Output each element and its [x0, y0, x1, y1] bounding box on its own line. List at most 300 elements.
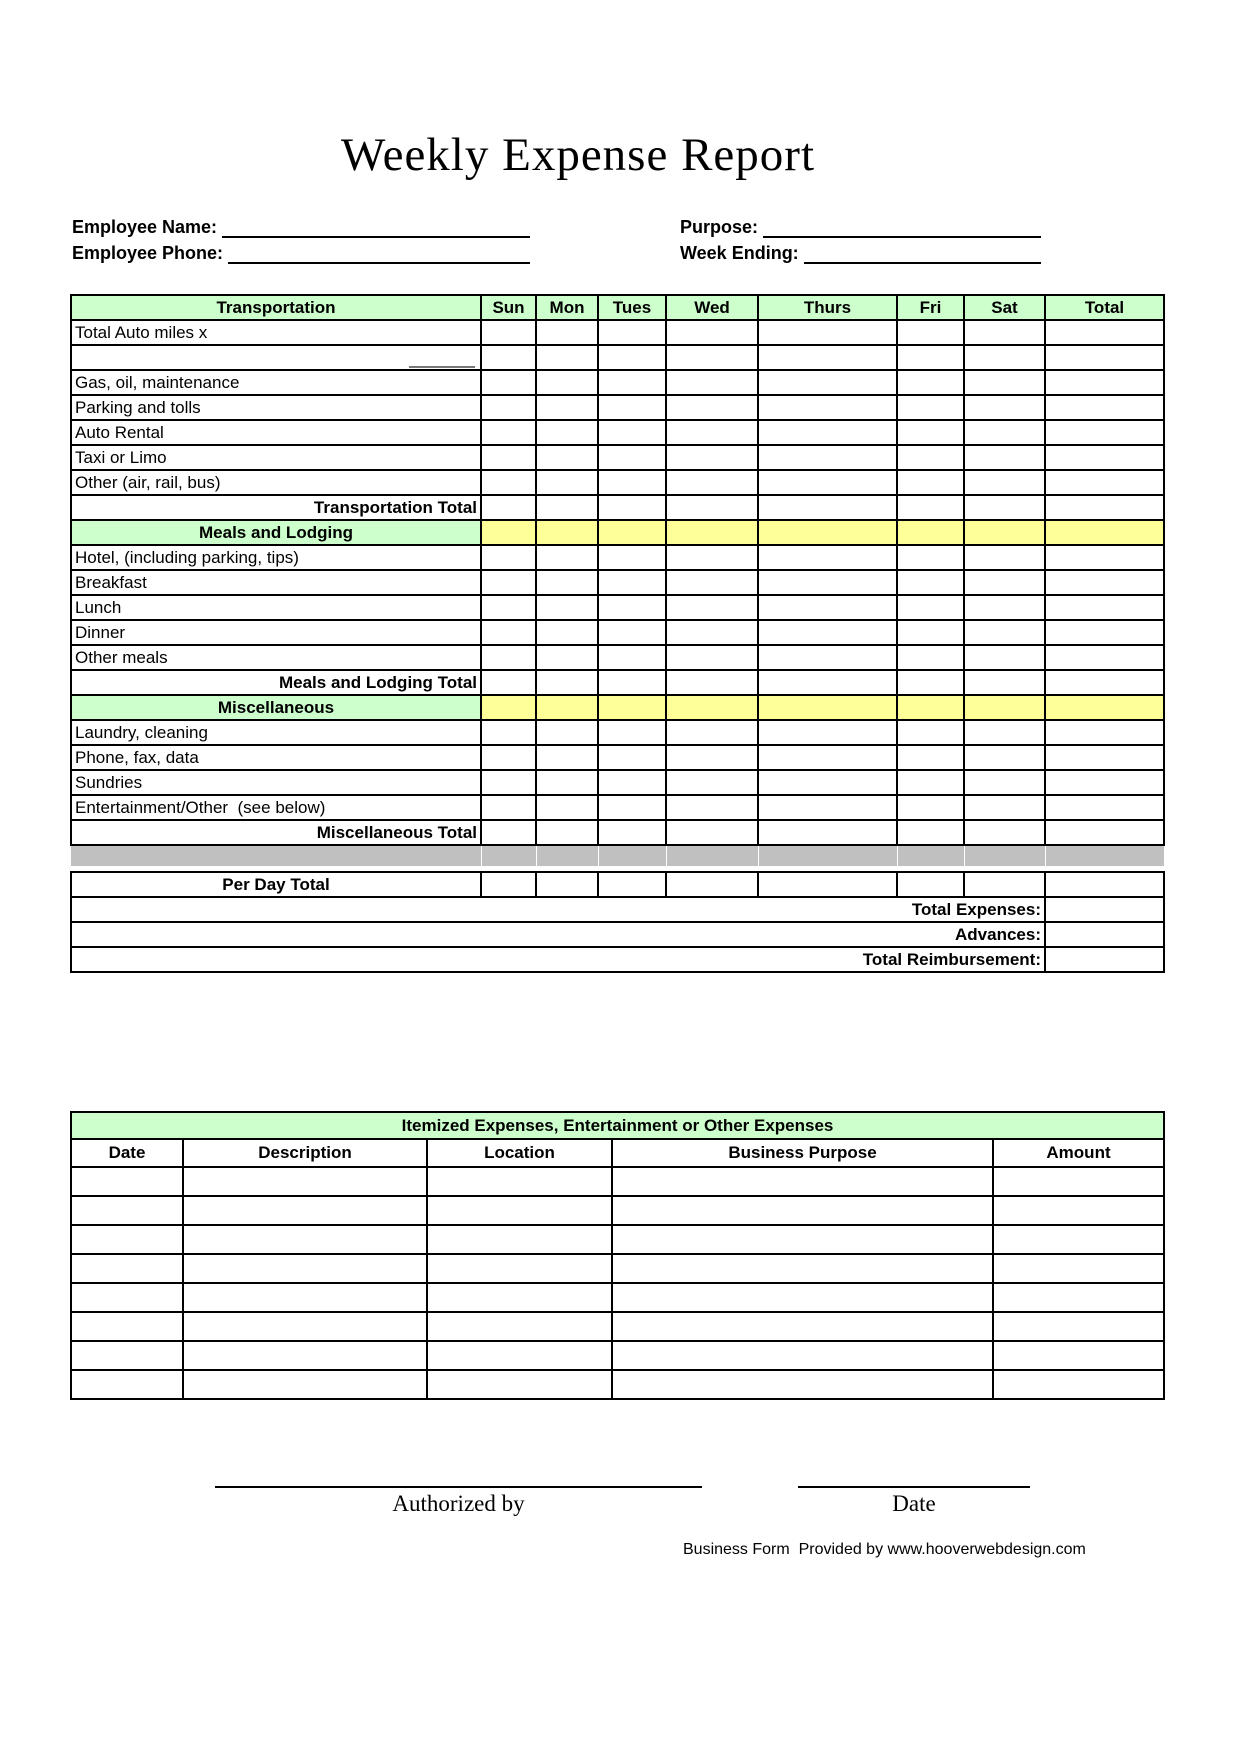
itemized-cell [183, 1167, 427, 1196]
purpose-label: Purpose: [680, 217, 759, 237]
expense-cell [481, 745, 536, 770]
expense-cell [897, 570, 964, 595]
expense-cell [964, 545, 1045, 570]
expense-cell [897, 370, 964, 395]
meals-lodging-total-label: Meals and Lodging Total [71, 670, 481, 695]
expense-cell [964, 770, 1045, 795]
itemized-empty-row [71, 1341, 1164, 1370]
section-fill-cell [536, 695, 598, 720]
meals-lodging-section-label: Meals and Lodging [71, 520, 481, 545]
row-label: Parking and tolls [71, 395, 481, 420]
employee-name-line [222, 220, 530, 238]
expense-cell [1045, 795, 1164, 820]
itemized-cell [612, 1370, 993, 1399]
expense-cell [481, 670, 536, 695]
row-label: Other meals [71, 645, 481, 670]
expense-cell [536, 345, 598, 370]
expense-cell [598, 720, 666, 745]
expense-cell [666, 545, 758, 570]
expense-cell [897, 345, 964, 370]
expense-cell [758, 320, 897, 345]
expense-cell [758, 420, 897, 445]
expense-cell [666, 370, 758, 395]
expense-cell [481, 470, 536, 495]
section-fill-cell [536, 520, 598, 545]
expense-cell [536, 445, 598, 470]
footer-credit: Business Form Provided by www.hooverwebdesign.com [683, 1541, 1086, 1558]
expense-cell [1045, 395, 1164, 420]
expense-cell [758, 745, 897, 770]
itemized-cell [993, 1370, 1164, 1399]
expense-cell [666, 570, 758, 595]
expense-cell [897, 420, 964, 445]
expense-cell [897, 745, 964, 770]
expense-cell [481, 720, 536, 745]
itemized-cell [612, 1283, 993, 1312]
expense-cell [758, 395, 897, 420]
expense-cell [536, 770, 598, 795]
row-label: Phone, fax, data [71, 745, 481, 770]
expense-cell [536, 620, 598, 645]
signature-block [215, 1486, 1240, 1517]
employee-phone-label: Employee Phone: [72, 243, 224, 263]
row-mileage-rate [71, 345, 1164, 370]
itemized-cell [183, 1370, 427, 1399]
expense-cell [897, 720, 964, 745]
per-day-total-label: Per Day Total [71, 872, 481, 897]
column-header-total: Total [1045, 295, 1164, 320]
column-header-mon: Mon [536, 295, 598, 320]
expense-cell [758, 670, 897, 695]
expense-cell [536, 370, 598, 395]
expense-cell [666, 445, 758, 470]
expense-cell [536, 570, 598, 595]
row-dinner [71, 620, 1164, 645]
row-other-meals [71, 645, 1164, 670]
expense-cell [964, 620, 1045, 645]
row-gas-oil-maintenance [71, 370, 1164, 395]
expense-cell [964, 395, 1045, 420]
row-label-mileage-rate [71, 345, 481, 370]
expense-cell [897, 820, 964, 845]
expense-cell [598, 745, 666, 770]
section-fill-cell [598, 520, 666, 545]
expense-cell [964, 345, 1045, 370]
section-fill-cell [1045, 520, 1164, 545]
itemized-cell [427, 1312, 612, 1341]
itemized-cell [427, 1283, 612, 1312]
expense-cell [666, 645, 758, 670]
expense-cell [666, 720, 758, 745]
date-label: Date [892, 1491, 936, 1516]
expense-cell [897, 395, 964, 420]
expense-cell [897, 470, 964, 495]
itemized-cell [183, 1196, 427, 1225]
expense-cell [536, 470, 598, 495]
summary-row-advances [71, 922, 1164, 947]
itemized-cell [993, 1225, 1164, 1254]
itemized-title-row [71, 1112, 1164, 1139]
row-label: Breakfast [71, 570, 481, 595]
itemized-header-row [71, 1139, 1164, 1167]
itemized-cell [71, 1167, 183, 1196]
itemized-cell [427, 1341, 612, 1370]
expense-cell [598, 470, 666, 495]
expense-cell [598, 545, 666, 570]
summary-amount-cell [1045, 897, 1164, 922]
expense-cell [964, 445, 1045, 470]
employee-phone-line [228, 246, 530, 264]
total-expenses-label: Total Expenses: [71, 897, 1045, 922]
expense-cell [481, 872, 536, 897]
expense-cell [666, 420, 758, 445]
expense-cell [758, 545, 897, 570]
expense-cell [536, 395, 598, 420]
section-fill-cell [666, 520, 758, 545]
expense-cell [964, 420, 1045, 445]
itemized-cell [993, 1254, 1164, 1283]
row-sundries [71, 770, 1164, 795]
column-header-wed: Wed [666, 295, 758, 320]
itemized-cell [427, 1167, 612, 1196]
summary-row-total-expenses [71, 897, 1164, 922]
total-reimbursement-label: Total Reimbursement: [71, 947, 1045, 972]
expense-table-header-row [71, 295, 1164, 320]
itemized-cell [612, 1341, 993, 1370]
expense-cell [964, 570, 1045, 595]
expense-cell [897, 320, 964, 345]
column-header-business-purpose: Business Purpose [612, 1139, 993, 1167]
row-parking-tolls [71, 395, 1164, 420]
row-per-day-total [71, 872, 1164, 897]
expense-cell [758, 595, 897, 620]
expense-cell [481, 645, 536, 670]
expense-cell [666, 820, 758, 845]
expense-cell [481, 420, 536, 445]
itemized-cell [993, 1167, 1164, 1196]
expense-cell [1045, 420, 1164, 445]
expense-cell [666, 745, 758, 770]
itemized-cell [183, 1225, 427, 1254]
section-fill-cell [666, 695, 758, 720]
row-label: Dinner [71, 620, 481, 645]
expense-cell [666, 872, 758, 897]
itemized-cell [993, 1196, 1164, 1225]
expense-cell [536, 420, 598, 445]
expense-cell [598, 445, 666, 470]
expense-cell [758, 872, 897, 897]
itemized-cell [612, 1312, 993, 1341]
column-header-location: Location [427, 1139, 612, 1167]
column-header-description: Description [183, 1139, 427, 1167]
expense-cell [666, 495, 758, 520]
column-header-fri: Fri [897, 295, 964, 320]
expense-cell [598, 370, 666, 395]
gray-divider-row [71, 845, 1164, 866]
itemized-table-title: Itemized Expenses, Entertainment or Other Expenses [71, 1112, 1164, 1139]
row-label: Entertainment/Other (see below) [71, 795, 481, 820]
expense-cell [964, 670, 1045, 695]
expense-cell [1045, 370, 1164, 395]
itemized-empty-row [71, 1167, 1164, 1196]
expense-cell [536, 820, 598, 845]
expense-cell [964, 370, 1045, 395]
section-fill-cell [1045, 695, 1164, 720]
itemized-cell [612, 1167, 993, 1196]
purpose-line [763, 220, 1041, 238]
expense-cell [1045, 545, 1164, 570]
row-phone-fax-data [71, 745, 1164, 770]
advances-label: Advances: [71, 922, 1045, 947]
expense-cell [481, 770, 536, 795]
date-signature-line [798, 1486, 1030, 1488]
expense-cell [1045, 320, 1164, 345]
expense-cell [666, 795, 758, 820]
divider-cell [598, 845, 666, 866]
expense-cell [758, 570, 897, 595]
expense-cell [536, 795, 598, 820]
expense-cell [666, 770, 758, 795]
expense-cell [666, 595, 758, 620]
itemized-cell [612, 1254, 993, 1283]
expense-cell [758, 445, 897, 470]
expense-cell [481, 395, 536, 420]
expense-cell [1045, 770, 1164, 795]
itemized-cell [993, 1341, 1164, 1370]
expense-cell [897, 545, 964, 570]
row-label: Other (air, rail, bus) [71, 470, 481, 495]
expense-cell [598, 570, 666, 595]
itemized-empty-row [71, 1196, 1164, 1225]
expense-cell [964, 720, 1045, 745]
section-fill-cell [758, 520, 897, 545]
row-label: Total Auto miles x [71, 320, 481, 345]
expense-cell [481, 595, 536, 620]
expense-cell [481, 820, 536, 845]
section-fill-cell [897, 520, 964, 545]
expense-cell [1045, 595, 1164, 620]
section-fill-cell [481, 695, 536, 720]
itemized-cell [183, 1341, 427, 1370]
row-entertainment-other [71, 795, 1164, 820]
expense-cell [666, 620, 758, 645]
expense-cell [536, 495, 598, 520]
expense-cell [758, 470, 897, 495]
itemized-empty-row [71, 1312, 1164, 1341]
row-label: Sundries [71, 770, 481, 795]
row-auto-rental [71, 420, 1164, 445]
itemized-cell [427, 1196, 612, 1225]
itemized-empty-row [71, 1370, 1164, 1399]
expense-cell [897, 670, 964, 695]
row-laundry [71, 720, 1164, 745]
expense-cell [598, 795, 666, 820]
itemized-cell [71, 1370, 183, 1399]
week-ending-label: Week Ending: [680, 243, 799, 263]
column-header-amount: Amount [993, 1139, 1164, 1167]
expense-cell [897, 495, 964, 520]
itemized-cell [183, 1312, 427, 1341]
divider-cell [536, 845, 598, 866]
expense-cell [1045, 470, 1164, 495]
expense-cell [598, 345, 666, 370]
expense-cell [964, 470, 1045, 495]
divider-cell [666, 845, 758, 866]
section-fill-cell [481, 520, 536, 545]
expense-cell [964, 595, 1045, 620]
expense-cell [536, 720, 598, 745]
expense-cell [964, 820, 1045, 845]
expense-cell [536, 670, 598, 695]
itemized-expenses-table [70, 1111, 1165, 1400]
expense-cell [758, 345, 897, 370]
divider-cell [897, 845, 964, 866]
expense-cell [758, 370, 897, 395]
expense-cell [536, 320, 598, 345]
itemized-cell [612, 1225, 993, 1254]
row-label: Gas, oil, maintenance [71, 370, 481, 395]
expense-cell [897, 595, 964, 620]
row-meals-lodging-total [71, 670, 1164, 695]
divider-cell [758, 845, 897, 866]
section-row-miscellaneous [71, 695, 1164, 720]
row-breakfast [71, 570, 1164, 595]
mileage-rate-underline [409, 347, 475, 368]
row-total-auto-miles [71, 320, 1164, 345]
expense-cell [481, 570, 536, 595]
row-label: Auto Rental [71, 420, 481, 445]
expense-cell [598, 420, 666, 445]
expense-cell [897, 872, 964, 897]
expense-cell [666, 470, 758, 495]
column-header-sat: Sat [964, 295, 1045, 320]
page-title: Weekly Expense Report [340, 129, 816, 181]
expense-cell [598, 395, 666, 420]
section-fill-cell [964, 520, 1045, 545]
column-header-tues: Tues [598, 295, 666, 320]
divider-cell [1045, 845, 1164, 866]
section-fill-cell [897, 695, 964, 720]
divider-cell [71, 845, 481, 866]
expense-cell [964, 795, 1045, 820]
row-label: Laundry, cleaning [71, 720, 481, 745]
expense-cell [1045, 620, 1164, 645]
expense-cell [1045, 645, 1164, 670]
itemized-cell [71, 1196, 183, 1225]
expense-cell [481, 795, 536, 820]
expense-cell [666, 395, 758, 420]
summary-row-total-reimbursement [71, 947, 1164, 972]
expense-cell [964, 872, 1045, 897]
section-fill-cell [598, 695, 666, 720]
info-row-1 [72, 212, 1163, 238]
row-label: Lunch [71, 595, 481, 620]
expense-cell [481, 370, 536, 395]
row-label: Taxi or Limo [71, 445, 481, 470]
expense-cell [964, 495, 1045, 520]
summary-amount-cell [1045, 922, 1164, 947]
expense-cell [964, 745, 1045, 770]
expense-cell [666, 670, 758, 695]
expense-cell [481, 445, 536, 470]
expense-cell [897, 620, 964, 645]
expense-cell [1045, 670, 1164, 695]
expense-cell [536, 745, 598, 770]
expense-cell [1045, 495, 1164, 520]
expense-cell [481, 620, 536, 645]
expense-cell [897, 770, 964, 795]
expense-cell [666, 345, 758, 370]
section-fill-cell [758, 695, 897, 720]
expense-cell [481, 320, 536, 345]
section-row-meals-lodging [71, 520, 1164, 545]
expense-cell [1045, 345, 1164, 370]
expense-cell [758, 795, 897, 820]
itemized-cell [71, 1225, 183, 1254]
itemized-cell [71, 1254, 183, 1283]
row-lunch [71, 595, 1164, 620]
itemized-empty-row [71, 1283, 1164, 1312]
expense-cell [598, 645, 666, 670]
expense-cell [758, 645, 897, 670]
itemized-empty-row [71, 1225, 1164, 1254]
itemized-cell [71, 1312, 183, 1341]
authorized-by-label: Authorized by [392, 1491, 525, 1516]
transportation-total-label: Transportation Total [71, 495, 481, 520]
authorized-by-signature-line [215, 1486, 702, 1488]
expense-cell [964, 320, 1045, 345]
row-taxi-limo [71, 445, 1164, 470]
expense-cell [598, 872, 666, 897]
expense-cell [1045, 445, 1164, 470]
expense-cell [1045, 745, 1164, 770]
expense-cell [897, 445, 964, 470]
row-other-transport [71, 470, 1164, 495]
row-label: Hotel, (including parking, tips) [71, 545, 481, 570]
summary-amount-cell [1045, 947, 1164, 972]
itemized-cell [183, 1254, 427, 1283]
row-miscellaneous-total [71, 820, 1164, 845]
miscellaneous-total-label: Miscellaneous Total [71, 820, 481, 845]
info-block [72, 212, 1240, 264]
expense-cell [1045, 872, 1164, 897]
itemized-cell [427, 1225, 612, 1254]
expense-cell [964, 645, 1045, 670]
itemized-cell [993, 1283, 1164, 1312]
expense-cell [758, 720, 897, 745]
miscellaneous-section-label: Miscellaneous [71, 695, 481, 720]
row-transportation-total [71, 495, 1164, 520]
expense-cell [758, 620, 897, 645]
expense-cell [1045, 820, 1164, 845]
itemized-cell [427, 1370, 612, 1399]
employee-name-label: Employee Name: [72, 217, 218, 237]
column-header-date: Date [71, 1139, 183, 1167]
expense-cell [758, 770, 897, 795]
expense-cell [897, 645, 964, 670]
expense-cell [666, 320, 758, 345]
itemized-empty-row [71, 1254, 1164, 1283]
divider-cell [964, 845, 1045, 866]
week-ending-line [804, 246, 1041, 264]
row-hotel [71, 545, 1164, 570]
expense-cell [598, 320, 666, 345]
weekly-expense-table [70, 294, 1165, 973]
expense-cell [598, 820, 666, 845]
column-header-sun: Sun [481, 295, 536, 320]
expense-cell [536, 545, 598, 570]
expense-cell [481, 495, 536, 520]
